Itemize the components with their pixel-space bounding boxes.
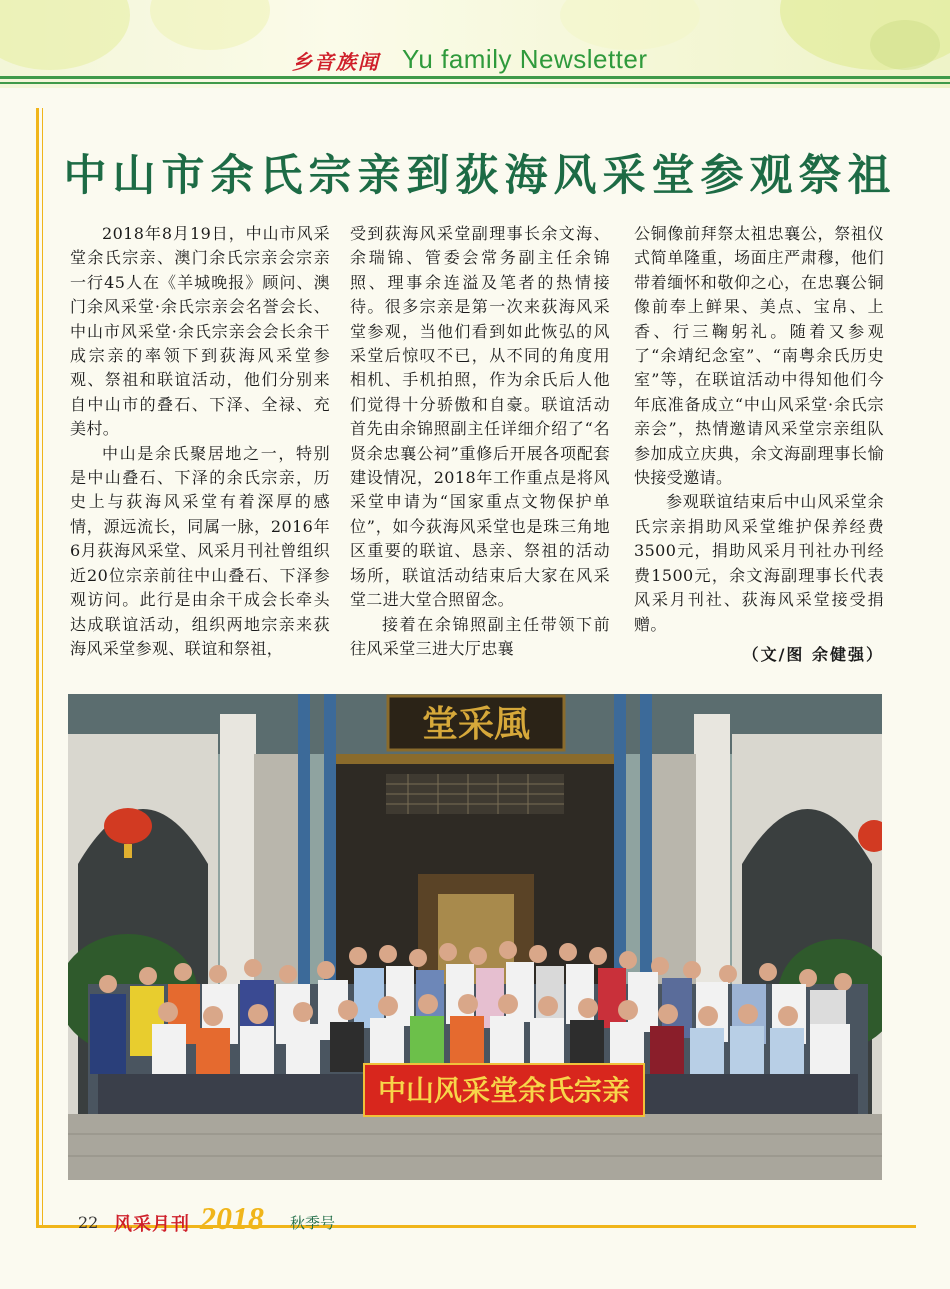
hall-sign-text: 堂采風 [421, 703, 531, 745]
section-title-en: Yu family Newsletter [402, 44, 648, 74]
byline: （文/图 余健强） [742, 644, 884, 664]
article-column-2 [350, 222, 610, 661]
left-border-line [36, 108, 39, 1226]
article-column-1 [70, 222, 330, 661]
issue-year: 2018 [200, 1200, 264, 1236]
group-photo [68, 694, 882, 1180]
page-number: 22 [78, 1213, 99, 1232]
paragraph: 参观联谊结束后中山风采堂余氏宗亲捐助风采堂维护保养经费3500元，捐助风采月刊社办刊经费1500元，余文海副理事长代表风采月刊社、荻海风采堂接受捐赠。 [634, 492, 884, 634]
magazine-name: 风采月刊 [114, 1214, 190, 1235]
left-border-line-thin [42, 108, 43, 1226]
paragraph: 2018年8月19日，中山市风采堂余氏宗亲、澳门余氏宗亲会宗亲一行45人在《羊城晚报》顾问、澳门余风采堂·余氏宗亲会名誉会长、中山市风采堂·余氏宗亲会会长余干成宗亲的率领下到荻海风采堂参观、祭祖和联谊活动，他们分别来自中山市的叠石、下泽、全禄、充美村。 [70, 224, 330, 439]
paragraph: 接着在余锦照副主任带领下前往风采堂三进大厅忠襄 [350, 614, 610, 658]
paragraph: 受到荻海风采堂副理事长余文海、余瑞锦、管委会常务副主任余锦照、理事余连溢及笔者的热情接待。很多宗亲是第一次来荻海风采堂参观，当他们看到如此恢弘的风采堂后惊叹不已，从不同的角度用相机、手机拍照，作为余氏后人他们觉得十分骄傲和自豪。联谊活动首先由余锦照副主任详细介绍了“名贤余忠襄公祠”重修后开展各项配套建设情况，2018年工作重点是将风采堂申请为“国家重点文物保护单位”，如今荻海风采堂也是珠三角地区重要的联谊、恳亲、祭祖的活动场所，联谊活动结束后大家在风采堂二进大堂合照留念。 [350, 224, 610, 610]
article-title: 中山市余氏宗亲到荻海风采堂参观祭祖 [63, 151, 897, 201]
paragraph: 公铜像前拜祭太祖忠襄公，祭祖仪式简单隆重，场面庄严肃穆，他们带着缅怀和敬仰之心，在忠襄公铜像前奉上鲜果、美点、宝帛、上香、行三鞠躬礼。随着又参观了“余靖纪念室”、“南粤余氏历史室”等，在联谊活动中得知他们今年底准备成立“中山风采堂·余氏宗亲会”，热情邀请风采堂宗亲组队参加成立庆典，余文海副理事长愉快接受邀请。 [634, 224, 884, 488]
article-column-3 [634, 222, 884, 667]
issue-season: 秋季号 [290, 1214, 336, 1232]
header-rule [0, 76, 950, 79]
header-rule-thin [0, 82, 950, 84]
paragraph: 中山是余氏聚居地之一，特别是中山叠石、下泽的余氏宗亲，历史上与荻海风采堂有着深厚的感情，源远流长，同属一脉，2016年6月荻海风采堂、风采月刊社曾组织近20位宗亲前往中山叠石、下泽参观访问。此行是由余干成会长牵头达成联谊活动，组织两地宗亲来荻海风采堂参观、联谊和祭祖， [70, 443, 330, 658]
section-title-cn: 乡音族闻 [292, 50, 380, 74]
banner-text: 中山风采堂余氏宗亲 [377, 1074, 631, 1107]
